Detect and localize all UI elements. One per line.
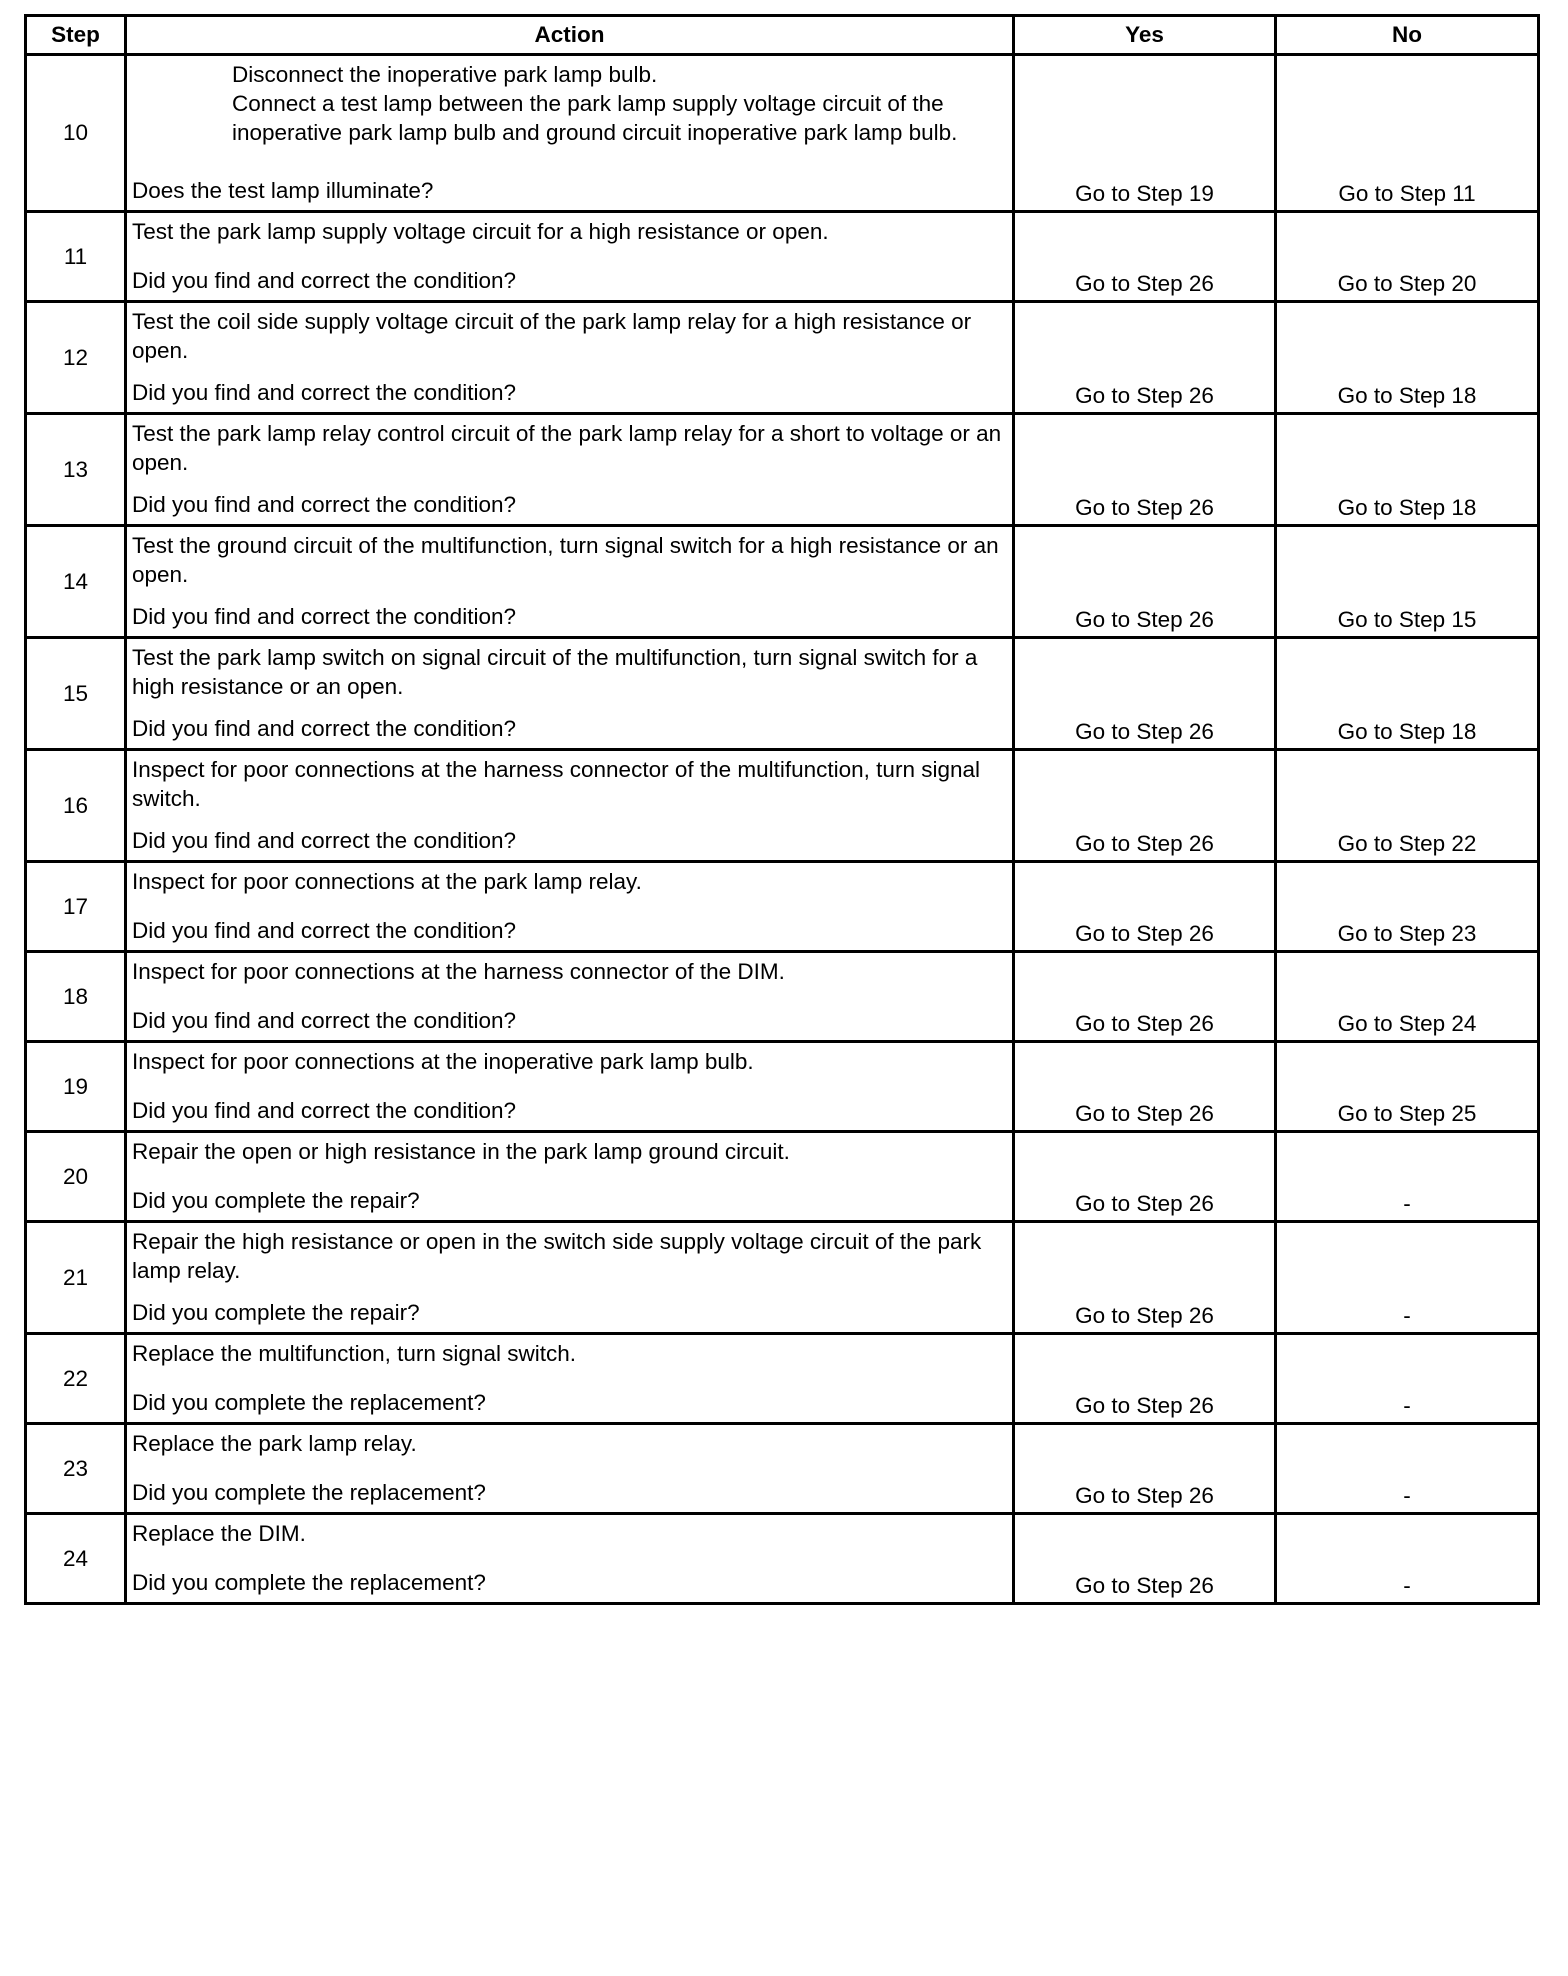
table-row	[26, 526, 1539, 638]
action-question: Did you find and correct the condition?	[132, 604, 516, 629]
yes-cell	[1014, 1514, 1276, 1604]
table-row	[26, 1132, 1539, 1222]
yes-result: Go to Step 26	[1075, 1303, 1214, 1328]
yes-cell	[1014, 1132, 1276, 1222]
yes-cell	[1014, 414, 1276, 526]
action-instruction: Test the coil side supply voltage circuit of the park lamp relay for a high resistance or open.	[132, 309, 978, 363]
header-no: No	[1276, 16, 1539, 55]
step-number: 11	[26, 212, 126, 302]
action-instruction: Inspect for poor connections at the harness connector of the DIM.	[132, 959, 785, 984]
no-cell	[1276, 750, 1539, 862]
table-header-row	[26, 16, 1539, 55]
step-number: 24	[26, 1514, 126, 1604]
table-row	[26, 414, 1539, 526]
action-cell	[126, 1222, 1014, 1334]
no-cell	[1276, 212, 1539, 302]
action-question: Did you complete the replacement?	[132, 1480, 486, 1505]
no-cell	[1276, 1514, 1539, 1604]
no-cell	[1276, 1334, 1539, 1424]
action-cell	[126, 414, 1014, 526]
yes-cell	[1014, 212, 1276, 302]
action-cell	[126, 526, 1014, 638]
no-result: Go to Step 22	[1337, 831, 1477, 856]
no-cell	[1276, 638, 1539, 750]
action-question: Did you find and correct the condition?	[132, 716, 516, 741]
action-instruction: Disconnect the inoperative park lamp bulb. Connect a test lamp between the park lamp supply voltage circuit of the inoperative park lamp bulb and ground circuit inoperative park lamp bulb.	[232, 62, 958, 145]
no-result: -	[1403, 1191, 1411, 1216]
yes-cell	[1014, 638, 1276, 750]
yes-cell	[1014, 302, 1276, 414]
no-result: Go to Step 18	[1337, 495, 1477, 520]
yes-cell	[1014, 862, 1276, 952]
action-question: Did you find and correct the condition?	[132, 268, 516, 293]
no-result: Go to Step 18	[1337, 719, 1477, 744]
action-cell	[126, 1424, 1014, 1514]
table-row	[26, 952, 1539, 1042]
step-number: 22	[26, 1334, 126, 1424]
no-result: Go to Step 18	[1337, 383, 1477, 408]
step-number: 21	[26, 1222, 126, 1334]
step-number: 20	[26, 1132, 126, 1222]
step-number: 10	[26, 55, 126, 212]
header-action: Action	[126, 16, 1014, 55]
action-instruction: Test the park lamp relay control circuit of the park lamp relay for a short to voltage or an open.	[132, 421, 1008, 475]
table-row	[26, 55, 1539, 212]
no-result: Go to Step 25	[1337, 1101, 1477, 1126]
action-question: Did you complete the replacement?	[132, 1570, 486, 1595]
yes-cell	[1014, 1424, 1276, 1514]
action-question: Did you find and correct the condition?	[132, 828, 516, 853]
yes-cell	[1014, 1334, 1276, 1424]
no-result: -	[1403, 1573, 1411, 1598]
step-number: 15	[26, 638, 126, 750]
no-result: Go to Step 24	[1337, 1011, 1477, 1036]
action-cell	[126, 952, 1014, 1042]
action-cell	[126, 750, 1014, 862]
no-result: Go to Step 23	[1337, 921, 1477, 946]
action-question: Did you complete the repair?	[132, 1300, 420, 1325]
step-number: 19	[26, 1042, 126, 1132]
yes-cell	[1014, 526, 1276, 638]
yes-result: Go to Step 26	[1075, 1011, 1214, 1036]
table-row	[26, 1334, 1539, 1424]
diagnostic-steps-table	[24, 14, 1540, 1605]
action-instruction: Replace the park lamp relay.	[132, 1431, 417, 1456]
action-cell	[126, 1514, 1014, 1604]
yes-result: Go to Step 26	[1075, 831, 1214, 856]
no-result: Go to Step 15	[1337, 607, 1477, 632]
action-instruction: Test the park lamp supply voltage circuit for a high resistance or open.	[132, 219, 829, 244]
action-instruction: Inspect for poor connections at the park lamp relay.	[132, 869, 642, 894]
no-cell	[1276, 1424, 1539, 1514]
action-cell	[126, 1334, 1014, 1424]
no-cell	[1276, 952, 1539, 1042]
action-question: Did you find and correct the condition?	[132, 492, 516, 517]
step-number: 13	[26, 414, 126, 526]
step-number: 14	[26, 526, 126, 638]
yes-cell	[1014, 952, 1276, 1042]
action-cell	[126, 638, 1014, 750]
action-cell	[126, 862, 1014, 952]
action-cell	[126, 1132, 1014, 1222]
header-yes: Yes	[1014, 16, 1276, 55]
yes-result: Go to Step 26	[1075, 921, 1214, 946]
action-question: Did you complete the replacement?	[132, 1390, 486, 1415]
table-row	[26, 862, 1539, 952]
step-number: 12	[26, 302, 126, 414]
table-row	[26, 1424, 1539, 1514]
action-instruction: Replace the multifunction, turn signal switch.	[132, 1341, 576, 1366]
yes-result: Go to Step 26	[1075, 1393, 1214, 1418]
action-cell	[126, 212, 1014, 302]
action-question: Did you find and correct the condition?	[132, 1008, 516, 1033]
table-row	[26, 638, 1539, 750]
yes-result: Go to Step 26	[1075, 1573, 1214, 1598]
action-cell	[126, 55, 1014, 212]
action-instruction: Test the park lamp switch on signal circuit of the multifunction, turn signal switch for a high resistance or an open.	[132, 645, 984, 699]
action-question: Does the test lamp illuminate?	[132, 178, 434, 203]
action-cell	[126, 1042, 1014, 1132]
no-cell	[1276, 526, 1539, 638]
yes-result: Go to Step 26	[1075, 495, 1214, 520]
action-instruction: Replace the DIM.	[132, 1521, 306, 1546]
action-cell	[126, 302, 1014, 414]
yes-result: Go to Step 26	[1075, 719, 1214, 744]
action-instruction: Repair the open or high resistance in the park lamp ground circuit.	[132, 1139, 790, 1164]
no-result: Go to Step 20	[1337, 271, 1477, 296]
yes-cell	[1014, 55, 1276, 212]
table-row	[26, 212, 1539, 302]
action-question: Did you find and correct the condition?	[132, 1098, 516, 1123]
yes-result: Go to Step 26	[1075, 271, 1214, 296]
table-body	[26, 55, 1539, 1604]
no-result: -	[1403, 1483, 1411, 1508]
yes-result: Go to Step 26	[1075, 383, 1214, 408]
table-row	[26, 302, 1539, 414]
table-row	[26, 1514, 1539, 1604]
step-number: 18	[26, 952, 126, 1042]
yes-cell	[1014, 1222, 1276, 1334]
no-cell	[1276, 414, 1539, 526]
table-row	[26, 1042, 1539, 1132]
no-cell	[1276, 1132, 1539, 1222]
no-result: Go to Step 11	[1338, 181, 1476, 206]
step-number: 16	[26, 750, 126, 862]
no-cell	[1276, 55, 1539, 212]
yes-result: Go to Step 26	[1075, 1483, 1214, 1508]
no-cell	[1276, 1222, 1539, 1334]
action-instruction: Repair the high resistance or open in the switch side supply voltage circuit of the park lamp relay.	[132, 1229, 988, 1283]
action-instruction: Inspect for poor connections at the harness connector of the multifunction, turn signal switch.	[132, 757, 987, 811]
yes-result: Go to Step 26	[1075, 607, 1214, 632]
yes-result: Go to Step 19	[1075, 181, 1214, 206]
step-number: 23	[26, 1424, 126, 1514]
yes-result: Go to Step 26	[1075, 1101, 1214, 1126]
no-cell	[1276, 302, 1539, 414]
no-result: -	[1403, 1393, 1411, 1418]
table-row	[26, 1222, 1539, 1334]
no-cell	[1276, 1042, 1539, 1132]
header-step: Step	[26, 16, 126, 55]
action-question: Did you complete the repair?	[132, 1188, 420, 1213]
table-row	[26, 750, 1539, 862]
no-result: -	[1403, 1303, 1411, 1328]
yes-result: Go to Step 26	[1075, 1191, 1214, 1216]
action-instruction: Inspect for poor connections at the inoperative park lamp bulb.	[132, 1049, 754, 1074]
action-question: Did you find and correct the condition?	[132, 918, 516, 943]
step-number: 17	[26, 862, 126, 952]
action-instruction: Test the ground circuit of the multifunction, turn signal switch for a high resistance or an open.	[132, 533, 1005, 587]
action-question: Did you find and correct the condition?	[132, 380, 516, 405]
yes-cell	[1014, 1042, 1276, 1132]
no-cell	[1276, 862, 1539, 952]
yes-cell	[1014, 750, 1276, 862]
